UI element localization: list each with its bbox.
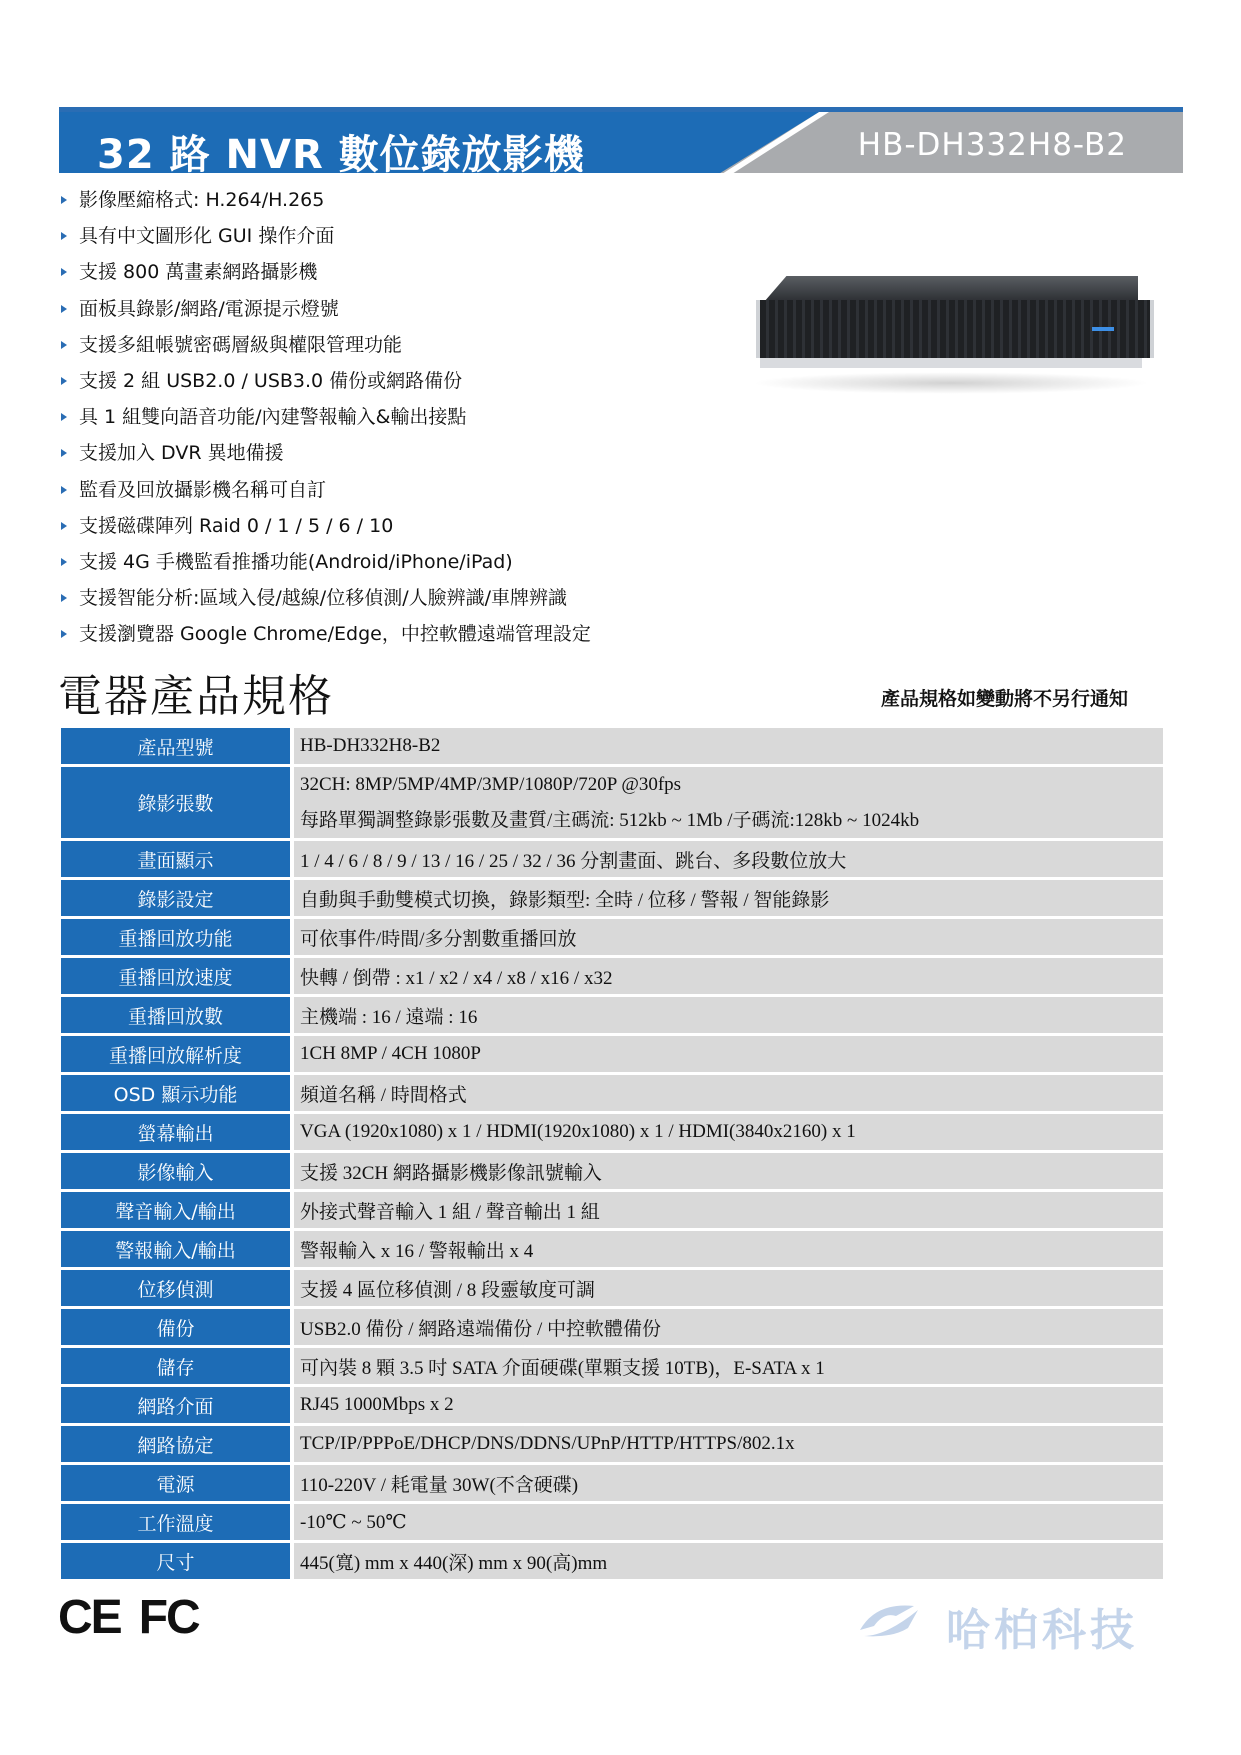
spec-value-line: 外接式聲音輸入 1 組 / 聲音輸出 1 組: [300, 1201, 600, 1223]
bullet-icon: [61, 268, 67, 276]
spec-label: 電源: [61, 1465, 290, 1504]
spec-label: 錄影張數: [61, 767, 290, 841]
feature-item: [58, 508, 591, 544]
spec-row: [61, 728, 1163, 767]
spec-label: 儲存: [61, 1348, 290, 1387]
spec-value-line: 1 / 4 / 6 / 8 / 9 / 13 / 16 / 25 / 32 / 36 分割畫面、跳台、多段數位放大: [300, 850, 847, 872]
bullet-icon: [61, 558, 67, 566]
spec-notice: 產品規格如變動將不另行通知: [880, 688, 1128, 710]
spec-value: [294, 1465, 1163, 1504]
product-base: [760, 358, 1142, 368]
spec-value-line: 支援 4 區位移偵測 / 8 段靈敏度可調: [300, 1279, 596, 1301]
bullet-icon: [61, 413, 67, 421]
spec-value-line: 可內裝 8 顆 3.5 吋 SATA 介面硬碟(單顆支援 10TB)，E-SATA x 1: [300, 1357, 825, 1379]
product-photo: [752, 276, 1150, 396]
bullet-icon: [61, 630, 67, 638]
spec-value-line: USB2.0 備份 / 網路遠端備份 / 中控軟體備份: [300, 1318, 662, 1340]
spec-label: OSD 顯示功能: [61, 1075, 290, 1114]
spec-value: [294, 1153, 1163, 1192]
spec-value: [294, 767, 1163, 841]
spec-label: 畫面顯示: [61, 841, 290, 880]
spec-label: 螢幕輸出: [61, 1114, 290, 1153]
spec-value: [294, 1543, 1163, 1582]
spec-value: [294, 728, 1163, 767]
product-front-panel: [756, 300, 1154, 358]
spec-value: [294, 1270, 1163, 1309]
feature-item: [58, 254, 591, 290]
bullet-icon: [61, 196, 67, 204]
spec-label: 重播回放解析度: [61, 1036, 290, 1075]
feature-text: 支援 2 組 USB2.0 / USB3.0 備份或網路備份: [79, 370, 463, 393]
feature-item: [58, 544, 591, 580]
fc-mark: FC: [138, 1591, 199, 1644]
model-code: HB-DH332H8-B2: [857, 127, 1127, 163]
spec-label: 位移偵測: [61, 1270, 290, 1309]
spec-value: [294, 919, 1163, 958]
spec-label: 重播回放數: [61, 997, 290, 1036]
spec-row: [61, 1114, 1163, 1153]
spec-value: [294, 1504, 1163, 1543]
feature-text: 監看及回放攝影機名稱可自訂: [79, 478, 327, 501]
feature-item: [58, 580, 591, 616]
spec-row: [61, 1504, 1163, 1543]
spec-value: [294, 1426, 1163, 1465]
feature-text: 具有中文圖形化 GUI 操作介面: [79, 225, 335, 248]
spec-label: 備份: [61, 1309, 290, 1348]
feature-item: [58, 291, 591, 327]
spec-value-line: 每路單獨調整錄影張數及畫質/主碼流: 512kb ~ 1Mb /子碼流:128kb ~ 1024kb: [300, 809, 920, 831]
feature-text: 支援智能分析:區域入侵/越線/位移偵測/人臉辨識/車牌辨識: [79, 587, 568, 610]
spec-value: [294, 1309, 1163, 1348]
feature-text: 支援磁碟陣列 Raid 0 / 1 / 5 / 6 / 10: [79, 514, 394, 537]
bullet-icon: [61, 594, 67, 602]
spec-row: [61, 1426, 1163, 1465]
spec-row: [61, 1465, 1163, 1504]
spec-row: [61, 1270, 1163, 1309]
spec-value-line: TCP/IP/PPPoE/DHCP/DNS/DDNS/UPnP/HTTP/HTTPS/802.1x: [300, 1433, 795, 1454]
feature-item: [58, 218, 591, 254]
spec-value-line: 頻道名稱 / 時間格式: [300, 1084, 467, 1106]
spec-label: 聲音輸入/輸出: [61, 1192, 290, 1231]
spec-value: [294, 880, 1163, 919]
spec-value-line: RJ45 1000Mbps x 2: [300, 1394, 454, 1415]
spec-label: 產品型號: [61, 728, 290, 767]
feature-item: [58, 363, 591, 399]
spec-value: [294, 997, 1163, 1036]
spec-value: [294, 841, 1163, 880]
spec-value: [294, 1231, 1163, 1270]
spec-value-line: 445(寬) mm x 440(深) mm x 90(高)mm: [300, 1552, 608, 1574]
spec-row: [61, 841, 1163, 880]
spec-value: [294, 1036, 1163, 1075]
spec-row: [61, 767, 1163, 841]
certification-marks: [58, 1590, 199, 1645]
feature-text: 支援多組帳號密碼層級與權限管理功能: [79, 333, 403, 356]
spec-row: [61, 880, 1163, 919]
bullet-icon: [61, 305, 67, 313]
spec-value-line: VGA (1920x1080) x 1 / HDMI(1920x1080) x 1 / HDMI(3840x2160) x 1: [300, 1121, 856, 1142]
spec-label: 錄影設定: [61, 880, 290, 919]
spec-value-line: 自動與手動雙模式切換，錄影類型: 全時 / 位移 / 警報 / 智能錄影: [300, 889, 830, 911]
spec-row: [61, 919, 1163, 958]
spec-row: [61, 1153, 1163, 1192]
feature-item: [58, 399, 591, 435]
bullet-icon: [61, 449, 67, 457]
spec-label: 網路介面: [61, 1387, 290, 1426]
brand-swoosh-icon: [856, 1600, 922, 1640]
spec-label: 影像輸入: [61, 1153, 290, 1192]
spec-heading: 電器產品規格: [58, 671, 334, 722]
spec-row: [61, 958, 1163, 997]
header-banner: [59, 107, 1183, 177]
bullet-icon: [61, 522, 67, 530]
bullet-icon: [61, 377, 67, 385]
spec-value-line: 可依事件/時間/多分割數重播回放: [300, 928, 577, 950]
feature-text: 支援 800 萬畫素網路攝影機: [79, 261, 318, 284]
spec-row: [61, 1309, 1163, 1348]
spec-value-line: 1CH 8MP / 4CH 1080P: [300, 1043, 481, 1064]
spec-value: [294, 1348, 1163, 1387]
spec-value-line: 快轉 / 倒帶 : x1 / x2 / x4 / x8 / x16 / x32: [300, 967, 613, 989]
spec-value-line: 110-220V / 耗電量 30W(不含硬碟): [300, 1474, 579, 1496]
spec-row: [61, 1231, 1163, 1270]
spec-value-line: -10℃ ~ 50℃: [300, 1511, 407, 1533]
bullet-icon: [61, 232, 67, 240]
product-top-panel: [764, 276, 1138, 302]
spec-value: [294, 1192, 1163, 1231]
page-title: 32 路 NVR 數位錄放影機: [97, 132, 585, 178]
spec-row: [61, 1387, 1163, 1426]
spec-row: [61, 1075, 1163, 1114]
spec-table: [61, 728, 1163, 1582]
feature-item: [58, 182, 591, 218]
ce-mark: CE: [58, 1591, 121, 1644]
brand-name: 哈柏科技: [946, 1605, 1138, 1656]
feature-text: 支援瀏覽器 Google Chrome/Edge，中控軟體遠端管理設定: [79, 623, 591, 646]
feature-item: [58, 616, 591, 652]
spec-value-line: HB-DH332H8-B2: [300, 735, 441, 756]
feature-text: 支援 4G 手機監看推播功能(Android/iPhone/iPad): [79, 550, 513, 573]
feature-item: [58, 472, 591, 508]
bullet-icon: [61, 486, 67, 494]
feature-item: [58, 327, 591, 363]
spec-label: 重播回放功能: [61, 919, 290, 958]
spec-value-line: 警報輸入 x 16 / 警報輸出 x 4: [300, 1240, 534, 1262]
feature-text: 面板具錄影/網路/電源提示燈號: [79, 297, 339, 320]
usb-led-icon: [1092, 327, 1114, 331]
spec-value-line: 支援 32CH 網路攝影機影像訊號輸入: [300, 1162, 602, 1184]
spec-row: [61, 1036, 1163, 1075]
spec-label: 網路協定: [61, 1426, 290, 1465]
feature-text: 支援加入 DVR 異地備援: [79, 442, 284, 465]
spec-value: [294, 958, 1163, 997]
spec-value: [294, 1387, 1163, 1426]
spec-value: [294, 1114, 1163, 1153]
spec-row: [61, 997, 1163, 1036]
spec-row: [61, 1192, 1163, 1231]
spec-label: 尺寸: [61, 1543, 290, 1582]
spec-value-line: 主機端 : 16 / 遠端 : 16: [300, 1006, 478, 1028]
spec-label: 警報輸入/輸出: [61, 1231, 290, 1270]
feature-text: 影像壓縮格式: H.264/H.265: [79, 189, 325, 212]
spec-label: 工作溫度: [61, 1504, 290, 1543]
spec-value-line: 32CH: 8MP/5MP/4MP/3MP/1080P/720P @30fps: [300, 773, 682, 795]
spec-row: [61, 1543, 1163, 1582]
spec-label: 重播回放速度: [61, 958, 290, 997]
feature-text: 具 1 組雙向語音功能/內建警報輸入&輸出接點: [79, 406, 467, 429]
product-shadow: [752, 372, 1150, 394]
brand-logo: [856, 1592, 1182, 1656]
bullet-icon: [61, 341, 67, 349]
feature-list: [58, 182, 591, 652]
spec-row: [61, 1348, 1163, 1387]
feature-item: [58, 435, 591, 471]
spec-value: [294, 1075, 1163, 1114]
